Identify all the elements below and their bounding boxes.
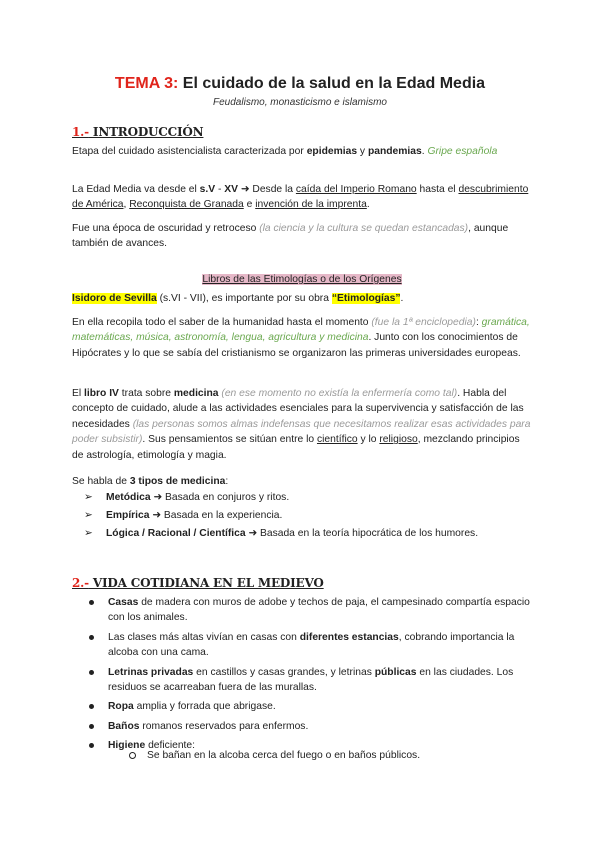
bullet-icon — [89, 635, 94, 640]
list-item: ➢ Empírica ➜ Basada en la experiencia. — [72, 507, 542, 525]
section-1-heading: 1.- INTRODUCCIÓN — [72, 125, 204, 139]
paragraph-oscuridad: Fue una época de oscuridad y retroceso (la ciencia y la cultura se quedan estancadas), aunque también de avances. — [72, 223, 509, 250]
paragraph-intro: Etapa del cuidado asistencialista caracterizada por epidemias y pandemias. Gripe española — [72, 146, 498, 157]
arrow-bullet-icon: ➢ — [84, 510, 93, 521]
list-item: Letrinas privadas en castillos y casas grandes, y letrinas públicas en las ciudades. Los residuos se acarreaban fuera de las murallas. — [72, 665, 542, 696]
bullet-icon — [89, 704, 94, 709]
subheading-etimologias: Libros de las Etimologías o de los Orígenes — [202, 274, 402, 285]
bullet-icon — [89, 600, 94, 605]
medicine-types-list — [72, 489, 542, 543]
list-item: ➢ Metódica ➜ Basada en conjuros y ritos. — [72, 489, 542, 507]
paragraph-edad-media: La Edad Media va desde el s.V - XV ➜ Desde la caída del Imperio Romano hasta el descubrimiento de América, Reconquista de Granada e invención de la imprenta. — [72, 184, 529, 211]
page-title: TEMA 3: El cuidado de la salud en la Edad Media — [114, 75, 486, 92]
daily-life-list — [72, 595, 542, 754]
list-item: ➢ Lógica / Racional / Científica ➜ Basada en la teoría hipocrática de los humores. — [72, 525, 542, 543]
list-item: Casas de madera con muros de adobe y techos de paja, el campesinado compartía espacio con los animales. — [72, 595, 542, 626]
section-2-heading: 2.- VIDA COTIDIANA EN EL MEDIEVO — [72, 576, 324, 590]
paragraph-libro-iv: El libro IV trata sobre medicina (en ese momento no existía la enfermería como tal). Habla del concepto de cuidado, alude a las actividades esenciales para la supervivencia y satisfacción de las necesidades (las personas somos almas indefensas que necesitamos realizar esas actividades para poder subsistir). Sus pensamientos se sitúan entre lo científico y lo religioso, mezclando principios de astrología, etimología y magia. — [72, 388, 531, 461]
list-item: Baños romanos reservados para enfermos. — [72, 719, 542, 734]
list-item: Se bañan en la alcoba cerca del fuego o en baños públicos. — [72, 748, 542, 763]
hygiene-sublist — [72, 748, 542, 763]
bullet-icon — [89, 724, 94, 729]
bullet-icon — [89, 670, 94, 675]
circle-bullet-icon — [129, 752, 136, 759]
arrow-bullet-icon: ➢ — [84, 492, 93, 503]
paragraph-tipos-medicina: Se habla de 3 tipos de medicina: — [72, 476, 229, 487]
list-item: Higiene deficiente: — [72, 738, 542, 753]
paragraph-recopila: En ella recopila todo el saber de la humanidad hasta el momento (fue la 1ª enciclopedia): gramática, matemáticas, música, astronomía, lengua, agricultura y medicina. Junto con los conocimientos de Hipócrates y lo que se sabía del cristianismo se organizaron las primeras universidades europeas. — [72, 317, 530, 359]
list-item: Las clases más altas vivían en casas con diferentes estancias, cobrando importancia la alcoba con una cama. — [72, 630, 542, 661]
paragraph-isidoro: Isidoro de Sevilla (s.VI - VII), es importante por su obra “Etimologías”. — [72, 293, 404, 304]
arrow-bullet-icon: ➢ — [84, 528, 93, 539]
list-item: Ropa amplia y forrada que abrigase. — [72, 699, 542, 714]
page-subtitle: Feudalismo, monasticismo e islamismo — [213, 97, 387, 108]
